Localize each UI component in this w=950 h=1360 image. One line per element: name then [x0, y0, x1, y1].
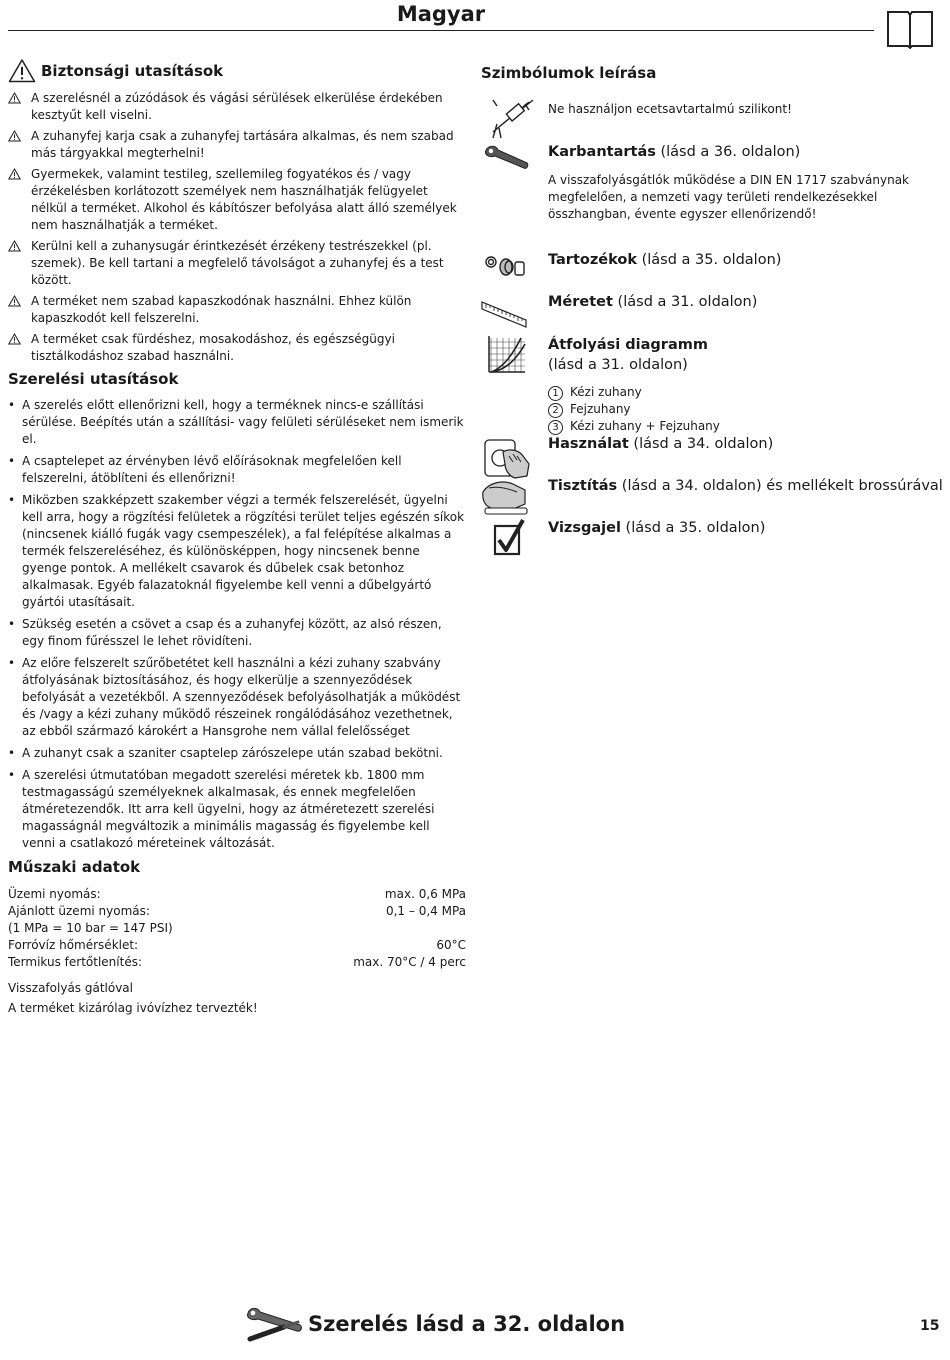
- right-column: [481, 58, 941, 578]
- accessories-label: Tartozékok: [548, 252, 637, 268]
- table-row: [8, 937, 466, 954]
- flow-number-1: 1: [548, 386, 563, 401]
- footer-install-ref: Szerelés lásd a 32. oldalon: [308, 1312, 626, 1336]
- test-mark-heading: [548, 518, 765, 538]
- maintenance-desc: A visszafolyásgátlók működése a DIN EN 1717 szabványnak megfelelően, a nemzeti vagy területi rendelkezésekkel összhangban, évente egyszer ellenőrizendő!: [548, 173, 910, 221]
- install-item: • A csaptelepet az érvényben lévő előírásoknak megfelelően kell felszerelni, átöblíteni és ellenőrizni!: [8, 453, 466, 487]
- safety-text: A terméket nem szabad kapaszkodónak használni. Ehhez külön kapaszkodót kell felszerelni.: [31, 294, 412, 325]
- tech-value: [280, 920, 466, 937]
- flow-heading: [548, 335, 708, 375]
- maintenance-heading: [548, 142, 800, 162]
- page-number: 15: [920, 1318, 940, 1334]
- install-item: • A szerelés előtt ellenőrizni kell, hogy a terméknek nincs-e szállítási sérülése. Beépítés után a szállítási- vagy felületi sérüléseket nem ismerik el.: [8, 397, 466, 448]
- flow-number-3: 3: [548, 420, 563, 435]
- accessories-heading: [548, 250, 781, 270]
- list-item: [548, 418, 720, 435]
- test-mark-label: Vizsgajel: [548, 520, 621, 536]
- tech-label: Forróvíz hőmérséklet:: [8, 938, 139, 952]
- dimensions-label: Méretet: [548, 294, 613, 310]
- symbols-title: Szimbólumok leírása: [481, 64, 657, 82]
- test-mark-ref: (lásd a 35. oldalon): [620, 520, 766, 536]
- flow-item-label: Fejzuhany: [570, 402, 631, 416]
- tech-value: max. 0,6 MPa: [384, 887, 466, 901]
- silicone-warning: Ne használjon ecetsavtartalmú szilikont!: [548, 102, 792, 116]
- drinking-water-note: A terméket kizárólag ivóvízhez tervezték!: [8, 1001, 258, 1015]
- page-title: Magyar: [396, 2, 486, 26]
- accessories-ref: (lásd a 35. oldalon): [636, 252, 782, 268]
- cleaning-ref: (lásd a 34. oldalon) és mellékelt brossúrával: [617, 478, 943, 494]
- tech-value: max. 70°C / 4 perc: [353, 955, 466, 969]
- maintenance-label: Karbantartás: [548, 144, 656, 160]
- safety-text: Gyermekek, valamint testileg, szellemileg fogyatékos és / vagy érzékelésben korlátozott személyek nem használhatják felügyelet nélkül a terméket. Alkohol és kábítószer befolyása alatt álló személyek nem használhatják a terméket.: [31, 167, 457, 232]
- safety-list: [8, 90, 466, 365]
- safety-item: [8, 331, 466, 365]
- flow-legend: [548, 384, 720, 435]
- safety-item: [8, 238, 466, 289]
- tech-value: 60°C: [436, 938, 466, 952]
- tech-label: Üzemi nyomás:: [8, 887, 101, 901]
- tech-title: Műszaki adatok: [8, 858, 141, 876]
- tools-icon: [244, 1305, 304, 1345]
- usage-ref: (lásd a 34. oldalon): [628, 436, 774, 452]
- table-row: [8, 903, 466, 920]
- flow-diagram-icon: [487, 334, 527, 374]
- flow-number-2: 2: [548, 403, 563, 418]
- warning-icon: [8, 58, 36, 83]
- warning-icon: [8, 333, 21, 345]
- usage-heading: [548, 434, 773, 454]
- tech-label: Termikus fertőtlenítés:: [8, 955, 143, 969]
- wrench-icon: [483, 144, 529, 172]
- safety-item: [8, 128, 466, 162]
- cleaning-label: Tisztítás: [548, 478, 618, 494]
- flow-ref: (lásd a 31. oldalon): [548, 357, 688, 373]
- install-item: • A szerelési útmutatóban megadott szerelési méretek kb. 1800 mm testmagasságú személyeknek alkalmasak, és ennek megfelelően átméretezendők. Itt arra kell ügyelni, hogy az átméretezett szerelési magasságnál megváltozik a minimális magasság és figyelembe kell venni a csatlakozó méreteinek változását.: [8, 767, 466, 852]
- book-icon: [886, 9, 934, 49]
- flow-item-label: Kézi zuhany: [570, 385, 642, 399]
- page-header: [8, 0, 874, 31]
- install-item: • A zuhanyt csak a szaniter csaptelep zárószelepe után szabad bekötni.: [8, 745, 466, 762]
- safety-text: Kerülni kell a zuhanysugár érintkezését érzékeny testrészekkel (pl. szemek). Be kell tartani a megfelelő távolságot a zuhanyfej és a test között.: [31, 239, 444, 287]
- tech-label: Ajánlott üzemi nyomás:: [8, 904, 150, 918]
- warning-icon: [8, 240, 21, 252]
- safety-text: A szerelésnél a zúzódások és vágási sérülések elkerülése érdekében kesztyűt kell viselni.: [31, 91, 443, 122]
- safety-text: A zuhanyfej karja csak a zuhanyfej tartására alkalmas, és nem szabad más tárgyakkal megterhelni!: [31, 129, 454, 160]
- safety-text: A terméket csak fürdéshez, mosakodáshoz, és egészségügyi tisztálkodáshoz szabad használni.: [31, 332, 395, 363]
- install-list: [8, 397, 466, 852]
- warning-icon: [8, 295, 21, 307]
- flow-label: Átfolyási diagramm: [548, 337, 708, 353]
- safety-item: [8, 166, 466, 234]
- safety-heading: [8, 58, 466, 83]
- table-row: [8, 954, 466, 971]
- tech-label: (1 MPa = 10 bar = 147 PSI): [8, 921, 173, 935]
- checkmark-test-icon: [493, 518, 527, 558]
- cleaning-hand-icon: [481, 474, 529, 518]
- install-item: • Miközben szakképzett szakember végzi a termék felszerelését, ügyelni kell arra, hogy a rögzítési felületek a rögzítési terület teljes egészén síkok (nincsenek kiálló fugák vagy csempeszélek), a fal felépítése alkalmas a termék felszereléséhez, és különösképpen, hogy nincsenek benne gyenge pontok. A mellékelt csavarok és dűbelek csak betonhoz alkalmasak. Egyéb falazatoknál figyelembe kell venni a dűbelgyártó gyártói utasításait.: [8, 492, 466, 611]
- maintenance-ref: (lásd a 36. oldalon): [655, 144, 801, 160]
- usage-label: Használat: [548, 436, 629, 452]
- install-title: Szerelési utasítások: [8, 370, 179, 388]
- tech-value: 0,1 – 0,4 MPa: [385, 904, 466, 918]
- backflow-note: Visszafolyás gátlóval: [8, 981, 133, 995]
- warning-icon: [8, 168, 21, 180]
- safety-item: [8, 90, 466, 124]
- flow-item-label: Kézi zuhany + Fejzuhany: [570, 419, 720, 433]
- install-item: • Szükség esetén a csövet a csap és a zuhanyfej között, az alsó részen, egy finom fűrésszel le lehet rövidíteni.: [8, 616, 466, 650]
- left-column: [8, 58, 466, 1017]
- list-item: [548, 401, 720, 418]
- safety-item: [8, 293, 466, 327]
- silicone-gun-icon: [487, 98, 535, 140]
- list-item: [548, 384, 720, 401]
- install-item: • Az előre felszerelt szűrőbetétet kell használni a kézi zuhany szabvány átfolyásának biztosításához, és hogy elkerülje a szennyeződések befolyását a vezetékből. A szennyeződések befolyásolhatják a működést és /vagy a kézi zuhany működő részeinek rongálódásához vezethetnek, az ebből származó károkért a Hansgrohe nem vállal felelősséget: [8, 655, 466, 740]
- tech-table: [8, 886, 466, 971]
- table-row: [8, 920, 466, 937]
- ruler-icon: [481, 294, 527, 328]
- safety-title: Biztonsági utasítások: [41, 61, 224, 80]
- accessories-icon: [483, 252, 527, 282]
- dimensions-heading: [548, 292, 757, 312]
- table-row: [8, 886, 466, 903]
- warning-icon: [8, 92, 21, 104]
- dimensions-ref: (lásd a 31. oldalon): [612, 294, 758, 310]
- cleaning-heading: [548, 476, 948, 496]
- warning-icon: [8, 130, 21, 142]
